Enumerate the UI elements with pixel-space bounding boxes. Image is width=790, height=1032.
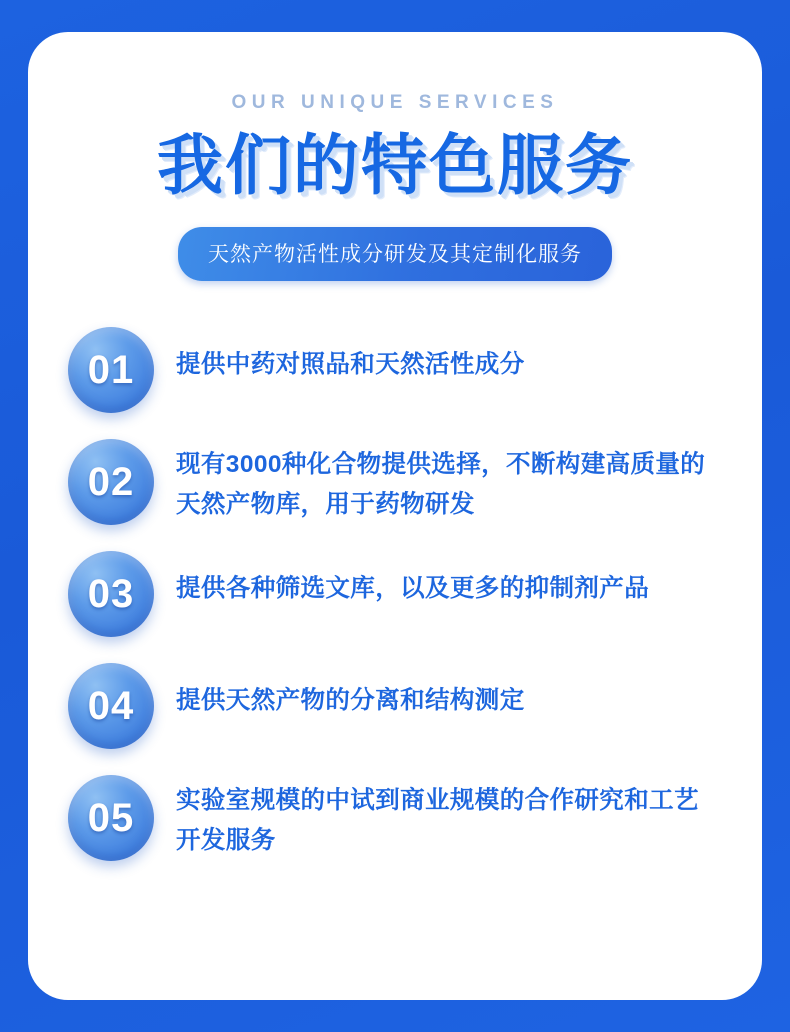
service-description: 现有3000种化合物提供选择，不断构建高质量的天然产物库，用于药物研发 <box>176 451 706 518</box>
eyebrow-text: OUR UNIQUE SERVICES <box>231 92 559 113</box>
services-list <box>68 327 722 861</box>
service-description: 提供天然产物的分离和结构测定 <box>176 687 525 715</box>
service-description: 实验室规模的中试到商业规模的合作研究和工艺开发服务 <box>176 787 699 854</box>
page-title: 我们的特色服务 <box>157 128 633 202</box>
list-item <box>68 551 722 637</box>
subtitle-pill: 天然产物活性成分研发及其定制化服务 <box>178 227 612 281</box>
list-item <box>68 327 722 413</box>
list-item <box>68 775 722 861</box>
service-description: 提供各种筛选文库，以及更多的抑制剂产品 <box>176 575 650 603</box>
subtitle-container <box>68 227 722 281</box>
service-number-badge: 05 <box>68 775 154 861</box>
content-card <box>28 32 762 1000</box>
list-item <box>68 663 722 749</box>
list-item <box>68 439 722 525</box>
service-number-badge: 03 <box>68 551 154 637</box>
service-number-badge: 02 <box>68 439 154 525</box>
service-number-badge: 04 <box>68 663 154 749</box>
service-description: 提供中药对照品和天然活性成分 <box>176 351 525 379</box>
service-number-badge: 01 <box>68 327 154 413</box>
